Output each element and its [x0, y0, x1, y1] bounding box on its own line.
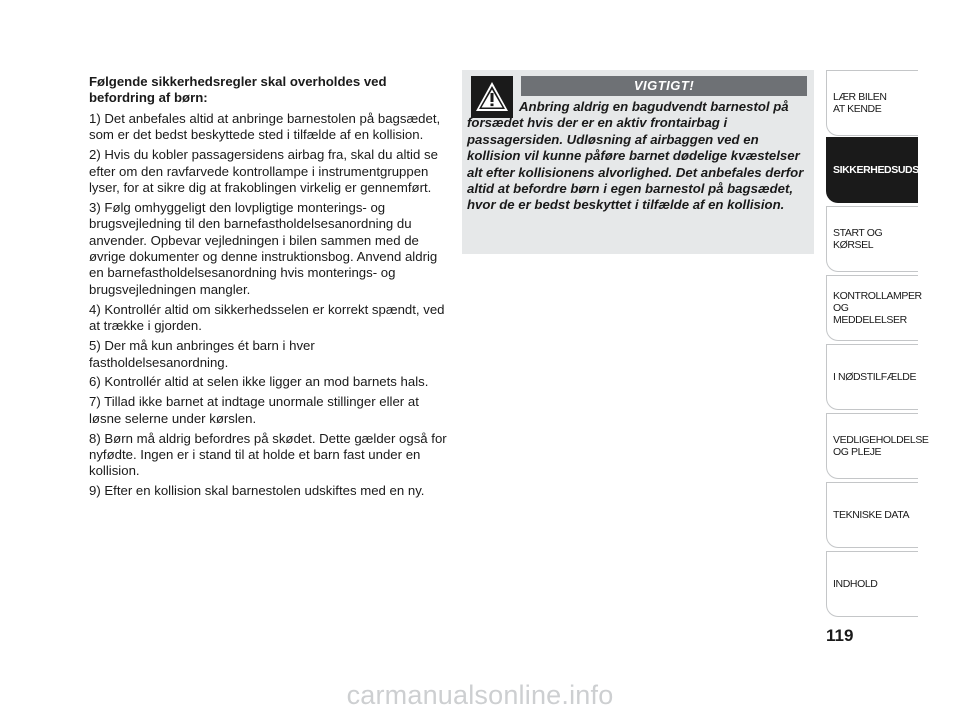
tab-i-nodstilfaelde[interactable] — [826, 344, 918, 410]
rule-item: 4) Kontrollér altid om sikkerhedsselen er korrekt spændt, ved at trække i gjorden. — [89, 301, 445, 334]
tab-label: SIKKERHEDSUDSTYR — [833, 164, 939, 176]
tab-label: I NØDSTILFÆLDE — [833, 371, 917, 383]
tab-tekniske-data[interactable] — [826, 482, 918, 548]
page-number: 119 — [826, 626, 854, 645]
warning-text — [467, 99, 809, 214]
rule-item: 2) Hvis du kobler passagersidens airbag fra, skal du altid se efter om den ravfarvede kontrollampe i instrumentgruppen lyser, for at sikre dig at frakoblingen virkelig er gennemført. — [89, 147, 438, 195]
tab-sikkerhedsudstyr[interactable] — [826, 137, 939, 203]
rule-item: 7) Tillad ikke barnet at indtage unormale stillinger eller at løsne selerne under kørslen. — [89, 394, 419, 426]
rule-item: 3) Følg omhyggeligt den lovpligtige monterings- og brugsvejledning til den barnefastholdelsesanordning du anvender. Opbevar vejledningen i bilen sammen med de øvrige dokumenter og denne instruktionsbog. Anvend aldrig en barnefastholdelsesanordning hvis monterings- og brugsvejledningen mangler. — [89, 199, 438, 297]
rule-item: 8) Børn må aldrig befordres på skødet. Dette gælder også for nyfødte. Ingen er i stand til at holde et barn fast under en kollision. — [89, 430, 447, 479]
tab-vedligeholdelse[interactable] — [826, 413, 929, 479]
rule-item: 5) Der må kun anbringes ét barn i hver fastholdelsesanordning. — [89, 338, 315, 370]
warning-label: VIGTIGT! — [521, 76, 807, 96]
tab-kontrollamper[interactable] — [826, 275, 922, 341]
tab-label: START OG KØRSEL — [833, 227, 883, 251]
rules-intro: Følgende sikkerhedsregler skal overholdes ved befordring af børn: — [89, 74, 387, 106]
safety-rules — [89, 74, 447, 503]
tab-label: INDHOLD — [833, 578, 878, 590]
watermark: carmanualsonline.info — [346, 680, 614, 710]
rule-item: 9) Efter en kollision skal barnestolen udskiftes med en ny. — [89, 483, 425, 499]
warning-text-body: Anbring aldrig en bagudvendt barnestol på forsædet hvis der er en aktiv frontairbag i passagersiden. Udløsning af airbaggen ved en kollision vil kunne påføre barnet dødelige kvæstelser alt efter kollisionens alvorlighed. Det anbefales derfor altid at befordre børn i egen barnestol på bagsædet, hvor de er bedst beskyttet i tilfælde af en kollision. — [467, 99, 804, 213]
tab-label: LÆR BILEN AT KENDE — [833, 91, 887, 115]
rule-item: 6) Kontrollér altid at selen ikke ligger an mod barnets hals. — [89, 374, 429, 390]
rule-item: 1) Det anbefales altid at anbringe barnestolen på bagsædet, som er det bedst beskyttede sted i tilfælde af en kollision. — [89, 110, 441, 143]
tab-laer-bilen[interactable] — [826, 70, 918, 136]
tab-indhold[interactable] — [826, 551, 918, 617]
tab-label: VEDLIGEHOLDELSE OG PLEJE — [833, 434, 929, 458]
tab-label: KONTROLLAMPER OG MEDDELELSER — [833, 290, 922, 326]
tab-start-og-korsel[interactable] — [826, 206, 918, 272]
tab-label: TEKNISKE DATA — [833, 509, 910, 521]
